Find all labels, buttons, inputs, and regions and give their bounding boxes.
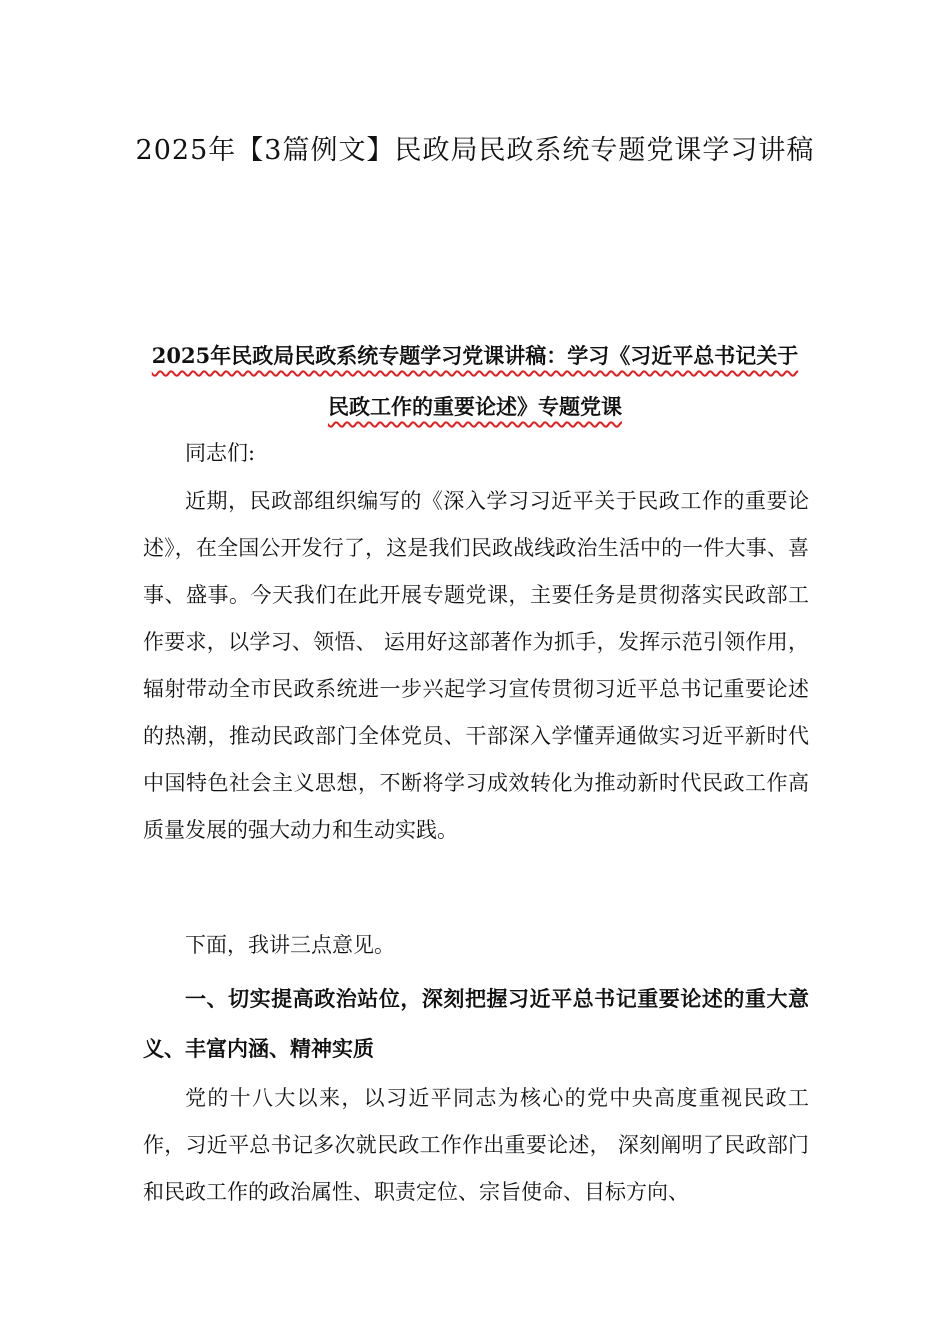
section-title-text: 2025年民政局民政系统专题学习党课讲稿：学习《习近平总书记关于民政工作的重要论述》专题党课 xyxy=(151,343,799,419)
body-paragraph-intro: 近期，民政部组织编写的《深入学习习近平关于民政工作的重要论述》，在全国公开发行了，这是我们民政战线政治生活中的一件大事、喜事、盛事。今天我们在此开展专题党课，主要任务是贯彻落实民政部工作要求，以学习、领悟、 运用好这部著作为抓手，发挥示范引领作用，辐射带动全市民政系统进一步兴起学习宣传贯彻习近平总书记重要论述的热潮，推动民政部门全体党员、干部深入学懂弄通做实习近平新时代中国特色社会主义思想，不断将学习成效转化为推动新时代民政工作高质量发展的强大动力和生动实践。 xyxy=(143,489,809,842)
document-title: 2025年【3篇例文】民政局民政系统专题党课学习讲稿 xyxy=(135,135,815,166)
body-paragraph-transition: 下面，我讲三点意见。 xyxy=(185,933,395,957)
section-heading-1: 一、切实提高政治站位，深刻把握习近平总书记重要论述的重大意义、丰富内涵、精神实质 xyxy=(143,986,809,1061)
section-title xyxy=(143,330,807,432)
body-paragraph-section-1: 党的十八大以来，以习近平同志为核心的党中央高度重视民政工作，习近平总书记多次就民政工作作出重要论述， 深刻阐明了民政部门和民政工作的政治属性、职责定位、宗旨使命、目标方向、 xyxy=(143,1086,809,1204)
greeting-line: 同志们: xyxy=(185,441,256,465)
